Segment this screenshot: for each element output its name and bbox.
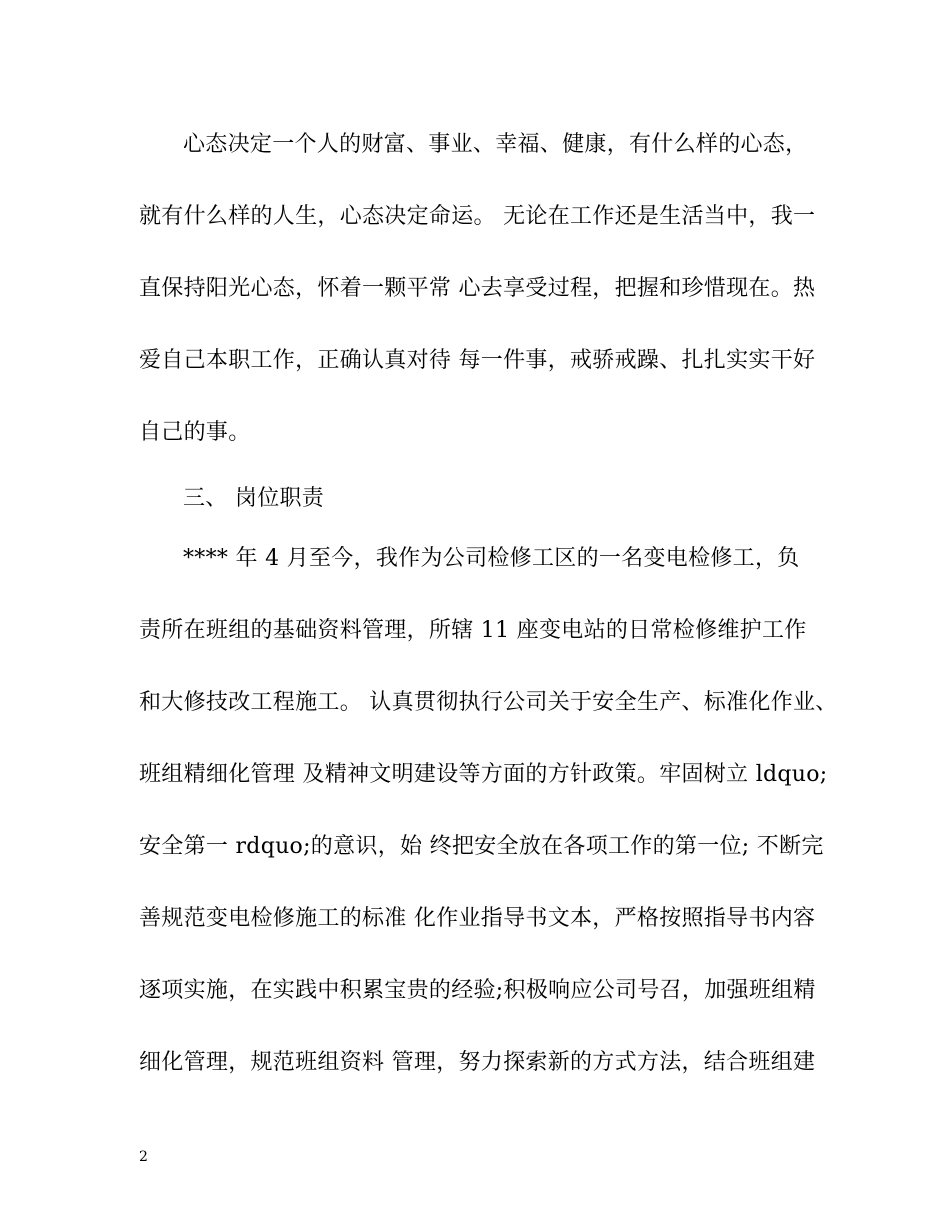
paragraph-line-5: 自己的事。: [139, 420, 251, 445]
section-heading: 三、 岗位职责: [183, 486, 325, 511]
paragraph-line-8: 和大修技改工程施工。 认真贯彻执行公司关于安全生产、标准化作业、: [139, 690, 838, 715]
paragraph-line-12: 逐项实施，在实践中积累宝贵的经验;积极响应公司号召，加强班组精: [139, 978, 816, 1003]
paragraph-line-1: 心态决定一个人的财富、事业、幸福、健康，有什么样的心态，: [183, 132, 808, 157]
paragraph-line-6: **** 年 4 月至今，我作为公司检修工区的一名变电检修工，负: [183, 546, 800, 571]
paragraph-line-3: 直保持阳光心态，怀着一颗平常 心去享受过程，把握和珍惜现在。热: [139, 276, 816, 301]
paragraph-line-11: 善规范变电检修施工的标准 化作业指导书文本，严格按照指导书内容: [139, 906, 816, 931]
paragraph-line-13: 细化管理，规范班组资料 管理，努力探索新的方式方法，结合班组建: [139, 1050, 816, 1075]
paragraph-line-2: 就有什么样的人生，心态决定命运。 无论在工作还是生活当中，我一: [139, 204, 816, 229]
paragraph-line-10: 安全第一 rdquo;的意识，始 终把安全放在各项工作的第一位; 不断完: [139, 834, 824, 859]
paragraph-line-7: 责所在班组的基础资料管理，所辖 11 座变电站的日常检修维护工作: [139, 618, 807, 643]
paragraph-line-9: 班组精细化管理 及精神文明建设等方面的方针政策。牢固树立 ldquo;: [139, 762, 828, 787]
page-number: 2: [139, 1149, 148, 1165]
paragraph-line-4: 爱自己本职工作，正确认真对待 每一件事，戒骄戒躁、扎扎实实干好: [139, 348, 816, 373]
